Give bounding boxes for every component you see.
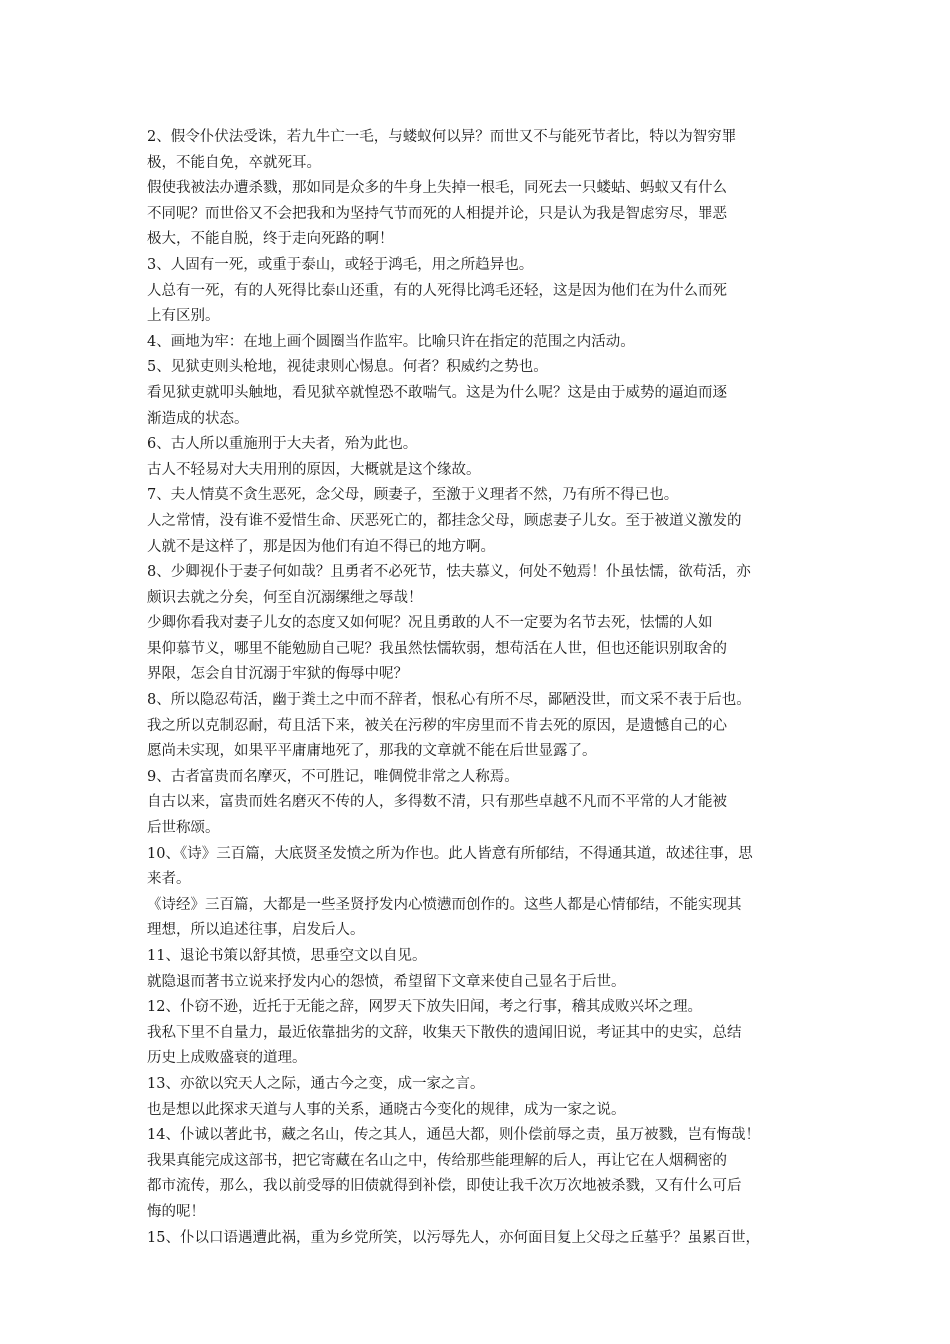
text-line: 12、仆窃不逊，近托于无能之辞，网罗天下放失旧闻，考之行事，稽其成败兴坏之理。 bbox=[147, 999, 702, 1016]
text-line: 极，不能自免，卒就死耳。 bbox=[147, 154, 321, 171]
text-line: 7、夫人情莫不贪生恶死，念父母，顾妻子，至激于义理者不然，乃有所不得已也。 bbox=[147, 487, 679, 504]
text-line: 我私下里不自量力，最近依靠拙劣的文辞，收集天下散佚的遗闻旧说，考证其中的史实，总结 bbox=[147, 1024, 742, 1041]
text-line: 人就不是这样了，那是因为他们有迫不得已的地方啊。 bbox=[147, 538, 495, 555]
text-line: 《诗经》三百篇，大都是一些圣贤抒发内心愤懑而创作的。这些人都是心情郁结，不能实现其 bbox=[147, 896, 742, 913]
text-line: 3、人固有一死，或重于泰山，或轻于鸿毛，用之所趋异也。 bbox=[147, 256, 534, 273]
text-line: 悔的呢！ bbox=[147, 1203, 205, 1220]
text-line: 2、假令仆伏法受诛，若九牛亡一毛，与蝼蚁何以异？而世又不与能死节者比，特以为智穷罪 bbox=[147, 129, 737, 145]
text-line: 10、《诗》三百篇，大底贤圣发愤之所为作也。此人皆意有所郁结，不得通其道，故述往事，思 bbox=[147, 845, 753, 862]
text-line: 9、古者富贵而名摩灭，不可胜记，唯倜傥非常之人称焉。 bbox=[147, 768, 519, 785]
text-line: 就隐退而著书立说来抒发内心的怨愤，希望留下文章来使自己显名于后世。 bbox=[147, 973, 626, 990]
text-line: 13、亦欲以究天人之际，通古今之变，成一家之言。 bbox=[147, 1075, 485, 1092]
text-line: 果仰慕节义，哪里不能勉励自己呢？我虽然怯懦软弱，想苟活在人世，但也还能识别取舍的 bbox=[147, 640, 727, 657]
text-line: 8、少卿视仆于妻子何如哉？且勇者不必死节，怯夫慕义，何处不勉焉！仆虽怯懦，欲苟活，亦 bbox=[147, 564, 751, 581]
text-line: 看见狱吏就叩头触地，看见狱卒就惶恐不敢喘气。这是为什么呢？这是由于威势的逼迫而逐 bbox=[147, 384, 727, 401]
text-line: 古人不轻易对大夫用刑的原因，大概就是这个缘故。 bbox=[147, 461, 481, 478]
text-line: 15、仆以口语遇遭此祸，重为乡党所笑，以污辱先人，亦何面目复上父母之丘墓乎？虽累百世， bbox=[147, 1229, 760, 1246]
text-line: 来者。 bbox=[147, 871, 191, 888]
text-line: 少卿你看我对妻子儿女的态度又如何呢？况且勇敢的人不一定要为名节去死，怯懦的人如 bbox=[147, 615, 713, 632]
text-line: 也是想以此探求天道与人事的关系，通晓古今变化的规律，成为一家之说。 bbox=[147, 1101, 626, 1118]
text-line: 不同呢？而世俗又不会把我和为坚持气节而死的人相提并论，只是认为我是智虑穷尽，罪恶 bbox=[147, 205, 727, 222]
text-line: 我之所以克制忍耐，苟且活下来，被关在污秽的牢房里而不肯去死的原因，是遗憾自己的心 bbox=[147, 717, 727, 734]
text-line: 我果真能完成这部书，把它寄藏在名山之中，传给那些能理解的后人，再让它在人烟稠密的 bbox=[147, 1152, 727, 1169]
text-line: 自古以来，富贵而姓名磨灭不传的人，多得数不清，只有那些卓越不凡而不平常的人才能被 bbox=[147, 794, 727, 811]
text-line: 愿尚未实现，如果平平庸庸地死了，那我的文章就不能在后世显露了。 bbox=[147, 743, 597, 760]
text-line: 历史上成败盛衰的道理。 bbox=[147, 1050, 307, 1067]
text-line: 人总有一死，有的人死得比泰山还重，有的人死得比鸿毛还轻，这是因为他们在为什么而死 bbox=[147, 282, 727, 299]
text-line: 极大，不能自脱，终于走向死路的啊！ bbox=[147, 231, 394, 248]
document-body bbox=[147, 125, 809, 1251]
text-line: 4、画地为牢：在地上画个圆圈当作监牢。比喻只许在指定的范围之内活动。 bbox=[147, 333, 635, 350]
text-line: 5、见狱吏则头枪地，视徒隶则心惕息。何者？积威约之势也。 bbox=[147, 359, 548, 376]
text-line: 11、退论书策以舒其愤，思垂空文以自见。 bbox=[147, 948, 427, 964]
text-line: 人之常情，没有谁不爱惜生命、厌恶死亡的，都挂念父母，顾虑妻子儿女。至于被道义激发的 bbox=[147, 512, 742, 529]
text-line: 颇识去就之分矣，何至自沉溺缧绁之辱哉！ bbox=[147, 589, 423, 606]
text-line: 后世称颂。 bbox=[147, 820, 220, 837]
text-line: 6、古人所以重施刑于大夫者，殆为此也。 bbox=[147, 436, 418, 453]
text-line: 14、仆诚以著此书，藏之名山，传之其人，通邑大都，则仆偿前辱之责，虽万被戮，岂有悔哉！ bbox=[147, 1127, 760, 1144]
text-line: 界限，怎会自甘沉溺于牢狱的侮辱中呢？ bbox=[147, 666, 408, 683]
text-line: 上有区别。 bbox=[147, 308, 220, 325]
text-line: 渐造成的状态。 bbox=[147, 410, 249, 427]
text-line: 假使我被法办遭杀戮，那如同是众多的牛身上失掉一根毛，同死去一只蝼蛄、蚂蚁又有什么 bbox=[147, 180, 727, 197]
text-line: 8、所以隐忍苟活，幽于粪土之中而不辞者，恨私心有所不尽，鄙陋没世，而文采不表于后也。 bbox=[147, 692, 751, 709]
text-line: 都市流传，那么，我以前受辱的旧债就得到补偿，即使让我千次万次地被杀戮，又有什么可后 bbox=[147, 1178, 742, 1195]
text-line: 理想，所以追述往事，启发后人。 bbox=[147, 922, 365, 939]
